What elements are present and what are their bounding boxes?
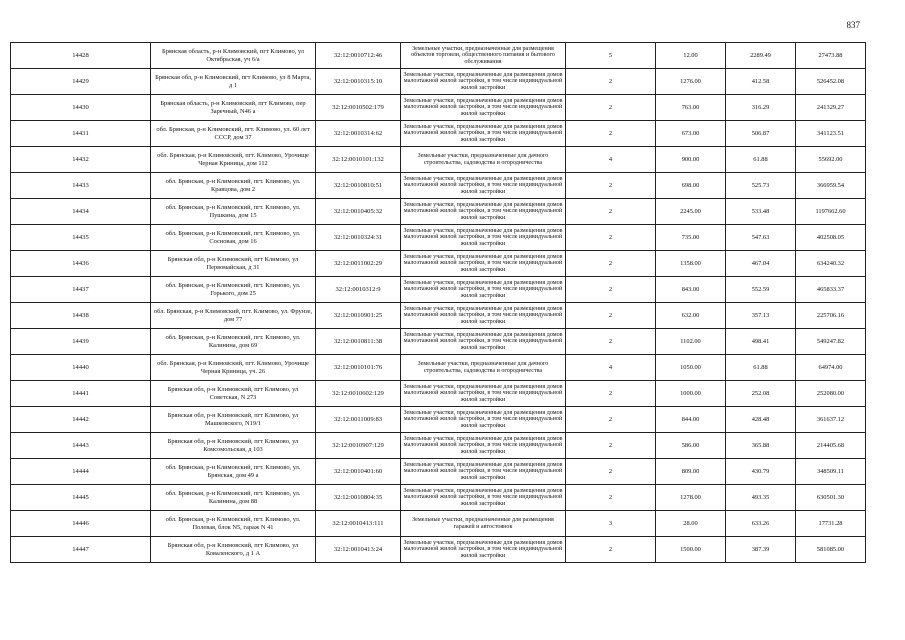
cadastral-value-cell: 581085.00 <box>796 537 866 563</box>
land-use-cell: Земельные участки, предназначенные для размещения домов малоэтажной жилой застройки, в том числе индивидуальной жилой застройки <box>401 381 566 407</box>
use-group-cell: 2 <box>566 381 656 407</box>
table-row <box>11 121 866 147</box>
land-use-cell: Земельные участки, предназначенные для размещения домов малоэтажной жилой застройки, в том числе индивидуальной жилой застройки <box>401 251 566 277</box>
cadastral-value-cell: 341123.51 <box>796 121 866 147</box>
cadastral-value-cell: 630501.30 <box>796 485 866 511</box>
specific-value-cell: 525.73 <box>726 173 796 199</box>
area-cell: 1358.00 <box>656 251 726 277</box>
area-cell: 1500.00 <box>656 537 726 563</box>
cadastral-number-cell: 32:12:0010315:10 <box>316 69 401 95</box>
use-group-cell: 5 <box>566 43 656 69</box>
record-number-cell: 14434 <box>11 199 151 225</box>
specific-value-cell: 365.88 <box>726 433 796 459</box>
address-cell: обл. Брянская, р-н Климовский, пгт. Климово, Урочище Черная Криница, уч. 26 <box>151 355 316 381</box>
area-cell: 1276.00 <box>656 69 726 95</box>
use-group-cell: 2 <box>566 251 656 277</box>
page-number: 837 <box>846 20 860 30</box>
specific-value-cell: 506.87 <box>726 121 796 147</box>
specific-value-cell: 61.88 <box>726 147 796 173</box>
area-cell: 735.00 <box>656 225 726 251</box>
cadastral-number-cell: 32:12:0011002:29 <box>316 251 401 277</box>
record-number-cell: 14447 <box>11 537 151 563</box>
address-cell: обл. Брянская, р-н Климовский, пгт. Климово, ул. Сосновая, дом 16 <box>151 225 316 251</box>
address-cell: обл. Брянская, р-н Климовский, пгт. Климово, Урочище Черная Криница, дом 112 <box>151 147 316 173</box>
specific-value-cell: 2289.49 <box>726 43 796 69</box>
area-cell: 900.00 <box>656 147 726 173</box>
table-row <box>11 407 866 433</box>
record-number-cell: 14429 <box>11 69 151 95</box>
address-cell: обл. Брянская, р-н Климовский, пгт. Климово, ул. Полевая, блок N5, гараж N 41 <box>151 511 316 537</box>
area-cell: 809.00 <box>656 459 726 485</box>
land-use-cell: Земельные участки, предназначенные для размещения домов малоэтажной жилой застройки, в том числе индивидуальной жилой застройки <box>401 329 566 355</box>
table-row <box>11 43 866 69</box>
specific-value-cell: 498.41 <box>726 329 796 355</box>
record-number-cell: 14442 <box>11 407 151 433</box>
area-cell: 673.00 <box>656 121 726 147</box>
use-group-cell: 2 <box>566 95 656 121</box>
area-cell: 1278.00 <box>656 485 726 511</box>
address-cell: Брянская обл, р-н Климовский, пгт Климово, ул Машковского, N19/1 <box>151 407 316 433</box>
record-number-cell: 14445 <box>11 485 151 511</box>
land-use-cell: Земельные участки, предназначенные для размещения домов малоэтажной жилой застройки, в том числе индивидуальной жилой застройки <box>401 121 566 147</box>
use-group-cell: 2 <box>566 433 656 459</box>
address-cell: Брянская обл, р-н Климовский, пгт Климово, ул Первомайская, д 31 <box>151 251 316 277</box>
cadastral-number-cell: 32:12:0010101:76 <box>316 355 401 381</box>
table-row <box>11 147 866 173</box>
land-use-cell: Земельные участки, предназначенные для размещения домов малоэтажной жилой застройки, в том числе индивидуальной жилой застройки <box>401 173 566 199</box>
specific-value-cell: 357.13 <box>726 303 796 329</box>
record-number-cell: 14446 <box>11 511 151 537</box>
address-cell: обл. Брянская, р-н Климовский, пгт. Климово, ул. 60 лет СССР, дом 37 <box>151 121 316 147</box>
table-row <box>11 277 866 303</box>
cadastre-table <box>10 42 866 563</box>
use-group-cell: 2 <box>566 277 656 303</box>
cadastral-number-cell: 32:12:0010405:32 <box>316 199 401 225</box>
cadastral-number-cell: 32:12:0010312:9 <box>316 277 401 303</box>
table-row <box>11 381 866 407</box>
use-group-cell: 2 <box>566 173 656 199</box>
record-number-cell: 14432 <box>11 147 151 173</box>
table-row <box>11 537 866 563</box>
land-use-cell: Земельные участки, предназначенные для размещения домов малоэтажной жилой застройки, в том числе индивидуальной жилой застройки <box>401 225 566 251</box>
record-number-cell: 14431 <box>11 121 151 147</box>
record-number-cell: 14439 <box>11 329 151 355</box>
cadastral-number-cell: 32:12:0010101:132 <box>316 147 401 173</box>
area-cell: 1050.00 <box>656 355 726 381</box>
use-group-cell: 2 <box>566 537 656 563</box>
use-group-cell: 2 <box>566 69 656 95</box>
area-cell: 1102.00 <box>656 329 726 355</box>
specific-value-cell: 412.58 <box>726 69 796 95</box>
table-row <box>11 225 866 251</box>
specific-value-cell: 633.26 <box>726 511 796 537</box>
use-group-cell: 2 <box>566 329 656 355</box>
area-cell: 28.00 <box>656 511 726 537</box>
use-group-cell: 2 <box>566 225 656 251</box>
address-cell: обл. Брянская, р-н Климовский, пгт. Климово, ул. Брянская, дом 49 а <box>151 459 316 485</box>
land-use-cell: Земельные участки, предназначенные для размещения домов малоэтажной жилой застройки, в том числе индивидуальной жилой застройки <box>401 199 566 225</box>
cadastral-number-cell: 32:12:0010907:129 <box>316 433 401 459</box>
specific-value-cell: 316.29 <box>726 95 796 121</box>
record-number-cell: 14435 <box>11 225 151 251</box>
specific-value-cell: 467.04 <box>726 251 796 277</box>
use-group-cell: 2 <box>566 407 656 433</box>
address-cell: обл. Брянская, р-н Климовский, пгт. Климово, ул. Фрунзе, дом 77 <box>151 303 316 329</box>
table-row <box>11 69 866 95</box>
land-use-cell: Земельные участки, предназначенные для размещения гаражей и автостоянок <box>401 511 566 537</box>
specific-value-cell: 493.35 <box>726 485 796 511</box>
cadastral-number-cell: 32:12:0010811:38 <box>316 329 401 355</box>
use-group-cell: 2 <box>566 199 656 225</box>
record-number-cell: 14441 <box>11 381 151 407</box>
table-row <box>11 173 866 199</box>
record-number-cell: 14443 <box>11 433 151 459</box>
area-cell: 844.00 <box>656 407 726 433</box>
address-cell: обл. Брянская, р-н Климовский, пгт. Климово, ул. Калинина, дом 69 <box>151 329 316 355</box>
land-use-cell: Земельные участки, предназначенные для размещения домов малоэтажной жилой застройки, в том числе индивидуальной жилой застройки <box>401 485 566 511</box>
area-cell: 763.00 <box>656 95 726 121</box>
cadastral-number-cell: 32:12:0010810:51 <box>316 173 401 199</box>
use-group-cell: 2 <box>566 459 656 485</box>
cadastral-value-cell: 252080.00 <box>796 381 866 407</box>
table-row <box>11 433 866 459</box>
use-group-cell: 2 <box>566 485 656 511</box>
record-number-cell: 14444 <box>11 459 151 485</box>
specific-value-cell: 428.48 <box>726 407 796 433</box>
record-number-cell: 14433 <box>11 173 151 199</box>
cadastral-number-cell: 32:12:0011009:83 <box>316 407 401 433</box>
use-group-cell: 2 <box>566 121 656 147</box>
cadastral-number-cell: 32:12:0010324:31 <box>316 225 401 251</box>
area-cell: 586.00 <box>656 433 726 459</box>
address-cell: Брянская обл, р-н Климовский, пгт Климово, ул Советская, N 273 <box>151 381 316 407</box>
cadastral-value-cell: 55692.00 <box>796 147 866 173</box>
table-row <box>11 199 866 225</box>
cadastral-number-cell: 32:12:0010314:62 <box>316 121 401 147</box>
address-cell: обл. Брянская, р-н Климовский, пгт. Климово, ул. Калинина, дом 88 <box>151 485 316 511</box>
cadastral-value-cell: 348509.11 <box>796 459 866 485</box>
address-cell: обл. Брянская, р-н Климовский, пгт. Климово, ул. Горького, дом 25 <box>151 277 316 303</box>
address-cell: Брянская обл, р-н Климовский, пгт Климово, ул 8 Марта, д 1 <box>151 69 316 95</box>
cadastral-value-cell: 549247.82 <box>796 329 866 355</box>
land-use-cell: Земельные участки, предназначенные для размещения домов малоэтажной жилой застройки, в том числе индивидуальной жилой застройки <box>401 277 566 303</box>
table-row <box>11 511 866 537</box>
specific-value-cell: 552.59 <box>726 277 796 303</box>
land-use-cell: Земельные участки, предназначенные для размещения домов малоэтажной жилой застройки, в том числе индивидуальной жилой застройки <box>401 459 566 485</box>
specific-value-cell: 547.63 <box>726 225 796 251</box>
address-cell: Брянская область, р-н Климовский, пгт Климово, пер Заречный, N46 а <box>151 95 316 121</box>
cadastral-value-cell: 225706.16 <box>796 303 866 329</box>
table-row <box>11 95 866 121</box>
record-number-cell: 14436 <box>11 251 151 277</box>
record-number-cell: 14430 <box>11 95 151 121</box>
cadastral-value-cell: 241329.27 <box>796 95 866 121</box>
table-body <box>11 43 866 563</box>
area-cell: 698.00 <box>656 173 726 199</box>
specific-value-cell: 533.48 <box>726 199 796 225</box>
land-use-cell: Земельные участки, предназначенные для дачного строительства, садоводства и огородничества <box>401 355 566 381</box>
cadastral-value-cell: 526452.08 <box>796 69 866 95</box>
cadastral-value-cell: 366959.54 <box>796 173 866 199</box>
record-number-cell: 14438 <box>11 303 151 329</box>
cadastral-value-cell: 17731.28 <box>796 511 866 537</box>
table-row <box>11 251 866 277</box>
table-row <box>11 303 866 329</box>
cadastral-number-cell: 32:12:0010413:24 <box>316 537 401 563</box>
cadastral-number-cell: 32:12:0010413:111 <box>316 511 401 537</box>
area-cell: 843.00 <box>656 277 726 303</box>
cadastral-number-cell: 32:12:0010804:35 <box>316 485 401 511</box>
address-cell: Брянская обл, р-н Климовский, пгт Климово, ул Комсомольская, д 103 <box>151 433 316 459</box>
cadastral-value-cell: 361637.12 <box>796 407 866 433</box>
cadastral-value-cell: 27473.88 <box>796 43 866 69</box>
record-number-cell: 14428 <box>11 43 151 69</box>
land-use-cell: Земельные участки, предназначенные для размещения домов малоэтажной жилой застройки, в том числе индивидуальной жилой застройки <box>401 303 566 329</box>
address-cell: Брянская область, р-н Климовский, пгт Климово, ул Октябрьская, уч 6/а <box>151 43 316 69</box>
table-row <box>11 329 866 355</box>
cadastral-number-cell: 32:12:0010502:179 <box>316 95 401 121</box>
area-cell: 632.00 <box>656 303 726 329</box>
cadastral-number-cell: 32:12:0010602:129 <box>316 381 401 407</box>
specific-value-cell: 252.08 <box>726 381 796 407</box>
cadastral-value-cell: 402508.05 <box>796 225 866 251</box>
area-cell: 1000.00 <box>656 381 726 407</box>
use-group-cell: 4 <box>566 147 656 173</box>
specific-value-cell: 61.88 <box>726 355 796 381</box>
table-row <box>11 355 866 381</box>
use-group-cell: 2 <box>566 303 656 329</box>
land-use-cell: Земельные участки, предназначенные для размещения домов малоэтажной жилой застройки, в том числе индивидуальной жилой застройки <box>401 69 566 95</box>
cadastral-value-cell: 634240.32 <box>796 251 866 277</box>
table-row <box>11 459 866 485</box>
land-use-cell: Земельные участки, предназначенные для размещения домов малоэтажной жилой застройки, в том числе индивидуальной жилой застройки <box>401 95 566 121</box>
land-use-cell: Земельные участки, предназначенные для размещения объектов торговли, общественного питания и бытового обслуживания <box>401 43 566 69</box>
use-group-cell: 4 <box>566 355 656 381</box>
land-use-cell: Земельные участки, предназначенные для размещения домов малоэтажной жилой застройки, в том числе индивидуальной жилой застройки <box>401 433 566 459</box>
use-group-cell: 3 <box>566 511 656 537</box>
cadastral-value-cell: 1197662.60 <box>796 199 866 225</box>
address-cell: обл. Брянская, р-н Климовский, пгт. Климово, ул. Пушкина, дом 15 <box>151 199 316 225</box>
land-use-cell: Земельные участки, предназначенные для размещения домов малоэтажной жилой застройки, в том числе индивидуальной жилой застройки <box>401 537 566 563</box>
record-number-cell: 14437 <box>11 277 151 303</box>
land-use-cell: Земельные участки, предназначенные для дачного строительства, садоводства и огородничества <box>401 147 566 173</box>
cadastral-value-cell: 64974.00 <box>796 355 866 381</box>
cadastral-number-cell: 32:12:0010712:46 <box>316 43 401 69</box>
area-cell: 2245.00 <box>656 199 726 225</box>
record-number-cell: 14440 <box>11 355 151 381</box>
cadastral-value-cell: 214405.68 <box>796 433 866 459</box>
table-row <box>11 485 866 511</box>
cadastral-value-cell: 465833.37 <box>796 277 866 303</box>
land-use-cell: Земельные участки, предназначенные для размещения домов малоэтажной жилой застройки, в том числе индивидуальной жилой застройки <box>401 407 566 433</box>
cadastral-number-cell: 32:12:0010901:25 <box>316 303 401 329</box>
specific-value-cell: 430.79 <box>726 459 796 485</box>
area-cell: 12.00 <box>656 43 726 69</box>
cadastral-number-cell: 32:12:0010401:60 <box>316 459 401 485</box>
specific-value-cell: 387.39 <box>726 537 796 563</box>
address-cell: обл. Брянская, р-н Климовский, пгт. Климово, ул. Кравцова, дом 2 <box>151 173 316 199</box>
address-cell: Брянская обл, р-н Климовский, пгт Климово, ул Коваленского, д 1 А <box>151 537 316 563</box>
